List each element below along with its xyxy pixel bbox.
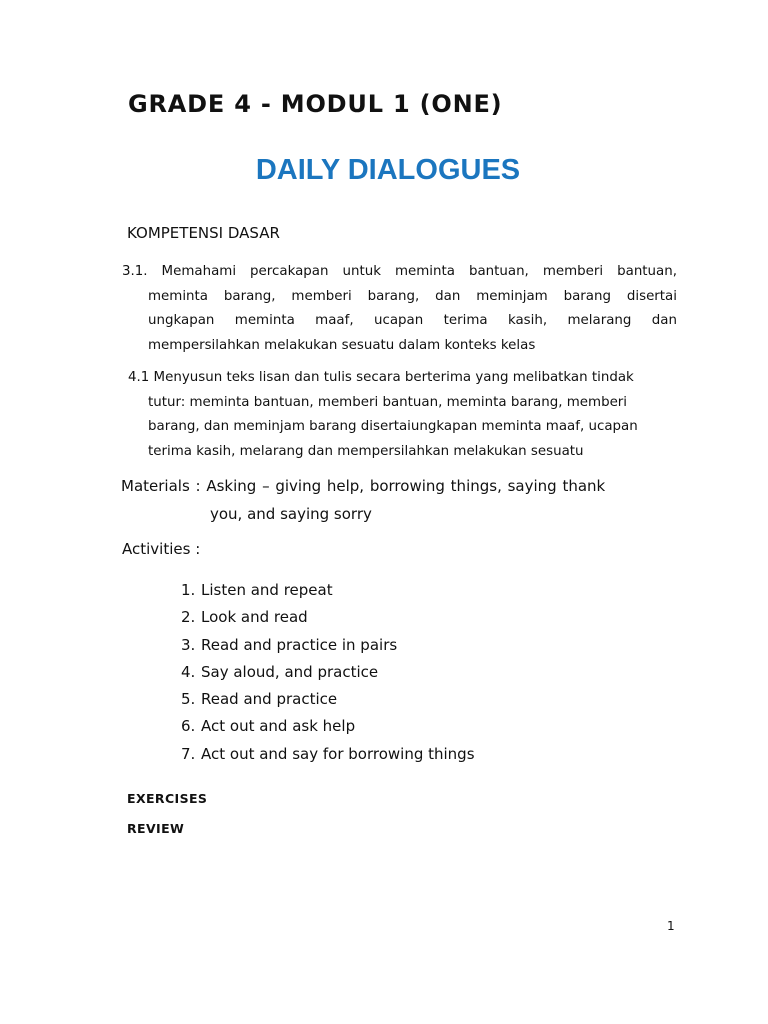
competency-line: 4.1 Menyusun teks lisan dan tulis secara berterima yang melibatkan tindak [128, 370, 634, 385]
activity-item [181, 713, 475, 740]
grade-title: GRADE 4 - MODUL 1 (ONE) [128, 90, 503, 118]
materials-section [121, 472, 681, 528]
activity-list [181, 577, 475, 768]
activity-text: Look and read [201, 608, 308, 627]
activity-item [181, 686, 475, 713]
activity-number: 2. [181, 608, 196, 627]
competency-3-1 [122, 260, 677, 358]
activities-heading: Activities : [122, 540, 201, 558]
competency-line: 3.1. Memahami percakapan untuk meminta bantuan, memberi bantuan, [122, 264, 677, 279]
activity-item [181, 632, 475, 659]
activity-text: Say aloud, and practice [201, 662, 379, 681]
activity-text: Read and practice [201, 690, 338, 709]
kompetensi-dasar-heading: KOMPETENSI DASAR [127, 224, 280, 242]
review-heading: REVIEW [127, 821, 185, 836]
activity-text: Act out and ask help [201, 717, 356, 736]
main-title: DAILY DIALOGUES [255, 154, 521, 186]
competency-line: meminta barang, memberi barang, dan meminjam barang disertai [148, 288, 677, 304]
activity-number: 5. [181, 690, 196, 709]
materials-line: you, and saying sorry [210, 505, 372, 523]
activity-number: 1. [181, 581, 196, 599]
activity-number: 7. [181, 744, 196, 763]
activity-text: Listen and repeat [201, 581, 333, 599]
activity-number: 3. [181, 635, 196, 654]
competency-line: tutur: meminta bantuan, memberi bantuan, meminta barang, memberi [148, 394, 628, 410]
activity-item [181, 659, 475, 686]
page-number: 1 [667, 919, 675, 933]
activity-number: 6. [181, 717, 196, 736]
activity-item [181, 741, 475, 768]
competency-4-1 [128, 366, 663, 464]
activity-text: Read and practice in pairs [201, 635, 398, 654]
activity-text: Act out and say for borrowing things [201, 744, 475, 763]
activity-item [181, 604, 475, 631]
activity-number: 4. [181, 662, 196, 681]
activity-item [181, 577, 475, 604]
exercises-heading: EXERCISES [127, 791, 208, 806]
materials-line: Materials : Asking – giving help, borrowing things, saying thank [121, 477, 606, 495]
competency-line: ungkapan meminta maaf, ucapan terima kasih, melarang dan [148, 313, 677, 328]
competency-line: barang, dan meminjam barang disertaiungkapan meminta maaf, ucapan [148, 419, 638, 434]
competency-line: mempersilahkan melakukan sesuatu dalam konteks kelas [148, 337, 536, 353]
competency-line: terima kasih, melarang dan mempersilahkan melakukan sesuatu [148, 443, 584, 459]
